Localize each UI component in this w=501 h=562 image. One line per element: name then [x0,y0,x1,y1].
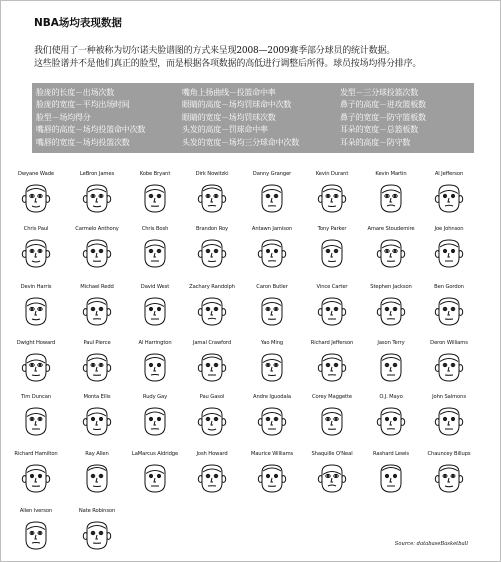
chernoff-face [19,351,53,383]
left-pupil [92,364,93,365]
right-pupil [394,308,395,309]
player-name: Michael Redd [80,284,114,290]
player-name: Ray Allen [85,451,109,457]
left-pupil [150,418,151,419]
left-pupil [386,195,387,196]
left-pupil [92,418,93,419]
right-pupil [394,475,395,476]
right-pupil [452,364,453,365]
legend-item: 嘴角上扬曲线－投篮命中率 [182,88,276,97]
chernoff-face [19,462,53,494]
player-name: Shaquille O'Neal [311,451,353,457]
left-pupil [31,418,32,419]
left-pupil [327,364,328,365]
chernoff-face [195,405,229,437]
left-pupil [386,308,387,309]
right-pupil [100,418,101,419]
player-face [414,284,484,327]
left-pupil [267,250,268,251]
player-name: Chauncey Billups [427,451,471,457]
player-name: Carmelo Anthony [75,226,119,232]
intro-line-1: 我们使用了一种被称为切尔诺夫脸谱图的方式来呈现2008—2009赛季部分球员的统计数据。 [34,46,396,56]
mouth [151,375,159,376]
player-name: Amare Stoudemire [367,226,415,232]
right-pupil [39,250,40,251]
legend-column [36,87,145,149]
right-pupil [394,195,395,196]
chernoff-face [315,462,349,494]
legend-item: 嘴唇的宽度－场均投篮次数 [36,137,130,147]
chernoff-face [315,182,349,214]
chernoff-face [19,405,53,437]
mouth [268,375,276,376]
player-face [414,451,484,494]
left-pupil [207,475,208,476]
source-note: Source: databaseBasketball [394,541,468,547]
right-pupil [335,418,336,419]
right-pupil [335,195,336,196]
legend-item: 鼻子的高度－进攻篮板数 [340,100,426,110]
legend-item: 脸型－场均得分 [36,112,91,122]
player-name: Kobe Bryant [139,171,171,177]
right-pupil [158,308,159,309]
player-name: David West [140,284,170,290]
player-face [414,340,484,383]
chernoff-face [255,182,289,214]
left-pupil [150,195,151,196]
left-pupil [267,364,268,365]
mouth [32,543,40,544]
right-pupil [158,418,159,419]
chernoff-face [315,237,349,269]
player-name: Deron Williams [430,340,468,346]
left-pupil [444,308,445,309]
player-name: Richard Jefferson [310,340,354,346]
right-pupil [275,418,276,419]
left-pupil [444,250,445,251]
right-pupil [335,364,336,365]
left-pupil [444,418,445,419]
chernoff-face [80,351,114,383]
right-pupil [158,195,159,196]
chernoff-face [138,295,172,327]
right-pupil [452,418,453,419]
left-pupil [92,475,93,476]
right-pupil [39,475,40,476]
right-pupil [394,250,395,251]
player-face [414,394,484,437]
left-pupil [267,308,268,309]
chernoff-face [195,237,229,269]
right-pupil [100,475,101,476]
right-pupil [275,308,276,309]
chernoff-face [315,405,349,437]
left-pupil [444,475,445,476]
left-pupil [327,250,328,251]
right-pupil [215,475,216,476]
chernoff-face [195,182,229,214]
left-pupil [92,308,93,309]
player-name: Rudy Gay [142,394,168,400]
legend-item: 头发的宽度－场均三分球命中次数 [182,137,299,147]
left-pupil [31,308,32,309]
chernoff-face [138,462,172,494]
chernoff-face [432,405,466,437]
chernoff-face [255,405,289,437]
legend-item: 鼻子的宽度－防守篮板数 [340,112,426,122]
mouth [32,375,40,376]
mouth [208,206,216,207]
player-face [414,226,484,269]
mouth [93,429,101,430]
left-pupil [150,364,151,365]
chernoff-face [195,351,229,383]
player-name: Jason Terry [377,340,405,346]
chernoff-face [138,237,172,269]
right-pupil [275,475,276,476]
right-pupil [158,250,159,251]
legend-item: 嘴唇的高度－场均投篮命中次数 [36,125,146,135]
left-pupil [31,364,32,365]
left-pupil [207,364,208,365]
mouth [93,486,101,487]
player-face [1,340,71,383]
right-pupil [215,195,216,196]
player-name: LeBron James [79,171,115,177]
left-pupil [31,250,32,251]
chernoff-face [138,351,172,383]
right-pupil [394,418,395,419]
left-pupil [31,195,32,196]
player-name: Dwyane Wade [18,171,54,177]
player-name: Dwight Howard [16,340,56,346]
chernoff-face [80,295,114,327]
legend-box [32,83,474,153]
legend-item: 头发的高度－罚球命中率 [182,125,268,135]
player-name: LaMarcus Aldridge [131,451,179,457]
right-pupil [215,364,216,365]
right-pupil [39,532,40,533]
right-pupil [100,364,101,365]
player-name: Yao Ming [260,340,284,346]
player-face [1,394,71,437]
right-pupil [452,195,453,196]
player-name: Pau Gasol [199,394,225,400]
player-face [1,508,71,551]
chernoff-face [374,462,408,494]
right-pupil [452,308,453,309]
player-name: Brandon Roy [195,226,229,232]
chernoff-face [80,237,114,269]
legend-item: 脸庞的宽度－平均出场时间 [36,100,130,110]
left-pupil [386,475,387,476]
player-name: Al Harrington [138,340,172,346]
left-pupil [207,250,208,251]
player-name: Kevin Durant [315,171,349,177]
mouth [208,261,216,262]
right-pupil [39,195,40,196]
legend-item: 眼睛的高度－场均罚球命中次数 [182,100,292,110]
chernoff-face [432,351,466,383]
chernoff-face [432,462,466,494]
player-name: Josh Howard [196,451,228,457]
mouth [328,261,336,262]
player-name: Rashard Lewis [373,451,409,457]
right-pupil [394,364,395,365]
right-pupil [39,308,40,309]
player-face [1,171,71,214]
player-name: Monta Ellis [83,394,111,400]
right-pupil [215,418,216,419]
left-pupil [31,532,32,533]
player-name: Antawn Jamison [251,226,293,232]
player-name: Richard Hamilton [14,451,58,457]
player-name: John Salmons [432,394,466,400]
player-name: Stephen Jackson [370,284,412,290]
chernoff-face [80,519,114,551]
left-pupil [386,418,387,419]
player-name: Joe Johnson [434,226,464,232]
left-pupil [444,364,445,365]
left-pupil [92,250,93,251]
left-pupil [92,532,93,533]
player-name: Al Jefferson [434,171,464,177]
player-face [62,508,132,551]
chernoff-face [432,182,466,214]
chernoff-face [19,519,53,551]
player-name: Maurice Williams [250,451,294,457]
right-pupil [275,195,276,196]
left-pupil [327,308,328,309]
player-face [1,451,71,494]
chernoff-face [432,237,466,269]
chernoff-face [19,237,53,269]
right-pupil [39,418,40,419]
player-name: Tony Parker [317,226,347,232]
chernoff-face [255,237,289,269]
right-pupil [100,250,101,251]
player-name: Nate Robinson [78,508,116,514]
player-name: Ben Gordon [434,284,464,290]
legend-column [340,87,426,149]
player-name: Caron Butler [256,284,288,290]
legend-item: 发型－三分球投篮次数 [340,88,418,97]
right-pupil [158,364,159,365]
left-pupil [31,475,32,476]
left-pupil [92,195,93,196]
player-face [1,226,71,269]
chernoff-face [195,462,229,494]
page-title: NBA场均表现数据 [34,17,122,29]
right-pupil [452,475,453,476]
player-face [1,284,71,327]
chernoff-face [19,295,53,327]
left-pupil [150,308,151,309]
player-name: Jamal Crawford [192,340,232,346]
left-pupil [327,195,328,196]
player-name: Zachary Randolph [189,284,235,290]
right-pupil [335,250,336,251]
left-pupil [207,418,208,419]
player-name: Danny Granger [252,171,292,177]
chernoff-face [255,462,289,494]
chernoff-face [374,351,408,383]
left-pupil [267,195,268,196]
player-name: Dirk Nowitzki [195,171,229,177]
right-pupil [275,364,276,365]
chernoff-face [374,182,408,214]
player-name: Vince Carter [316,284,348,290]
legend-column [182,87,299,149]
right-pupil [452,250,453,251]
left-pupil [207,308,208,309]
right-pupil [100,532,101,533]
legend-item: 耳朵的宽度－总篮板数 [340,125,418,135]
player-face [414,171,484,214]
right-pupil [275,250,276,251]
player-name: Devin Harris [20,284,52,290]
legend-item: 眼睛的宽度－场均罚球次数 [182,112,276,122]
player-name: Paul Pierce [83,340,111,346]
chernoff-face [374,295,408,327]
left-pupil [444,195,445,196]
chernoff-face [138,405,172,437]
legend-item: 脸庞的长度－出场次数 [36,88,114,97]
player-name: Allen Iverson [19,508,53,514]
chernoff-face [19,182,53,214]
right-pupil [215,250,216,251]
legend-item: 耳朵的高度－防守数 [340,137,411,147]
left-pupil [267,418,268,419]
chernoff-face [315,351,349,383]
player-name: Chris Paul [23,226,49,232]
right-pupil [100,308,101,309]
chernoff-face [80,462,114,494]
right-pupil [335,308,336,309]
mouth [328,206,336,207]
chernoff-face [374,405,408,437]
left-pupil [150,250,151,251]
chernoff-face [255,351,289,383]
right-pupil [215,308,216,309]
right-pupil [39,364,40,365]
player-name: Tim Duncan [20,394,52,400]
left-pupil [327,418,328,419]
player-name: Andre Iguodala [253,394,291,400]
chernoff-face [432,295,466,327]
player-name: Corey Maggette [311,394,353,400]
right-pupil [100,195,101,196]
chernoff-face [315,295,349,327]
player-name: Kevin Martin [375,171,407,177]
chernoff-face [80,405,114,437]
left-pupil [207,195,208,196]
right-pupil [335,475,336,476]
chernoff-face [138,182,172,214]
intro-line-2: 这些脸谱并不是他们真正的脸型，而是根据各项数据的高低进行调整后所得。球员按场均得分排序。 [34,59,422,69]
chernoff-face [374,237,408,269]
left-pupil [267,475,268,476]
left-pupil [150,475,151,476]
chernoff-face [195,295,229,327]
chernoff-face [255,295,289,327]
left-pupil [327,475,328,476]
player-name: Chris Bosh [141,226,169,232]
right-pupil [158,475,159,476]
left-pupil [386,364,387,365]
left-pupil [386,250,387,251]
chernoff-face [80,182,114,214]
player-name: O.J. Mayo [379,394,403,400]
